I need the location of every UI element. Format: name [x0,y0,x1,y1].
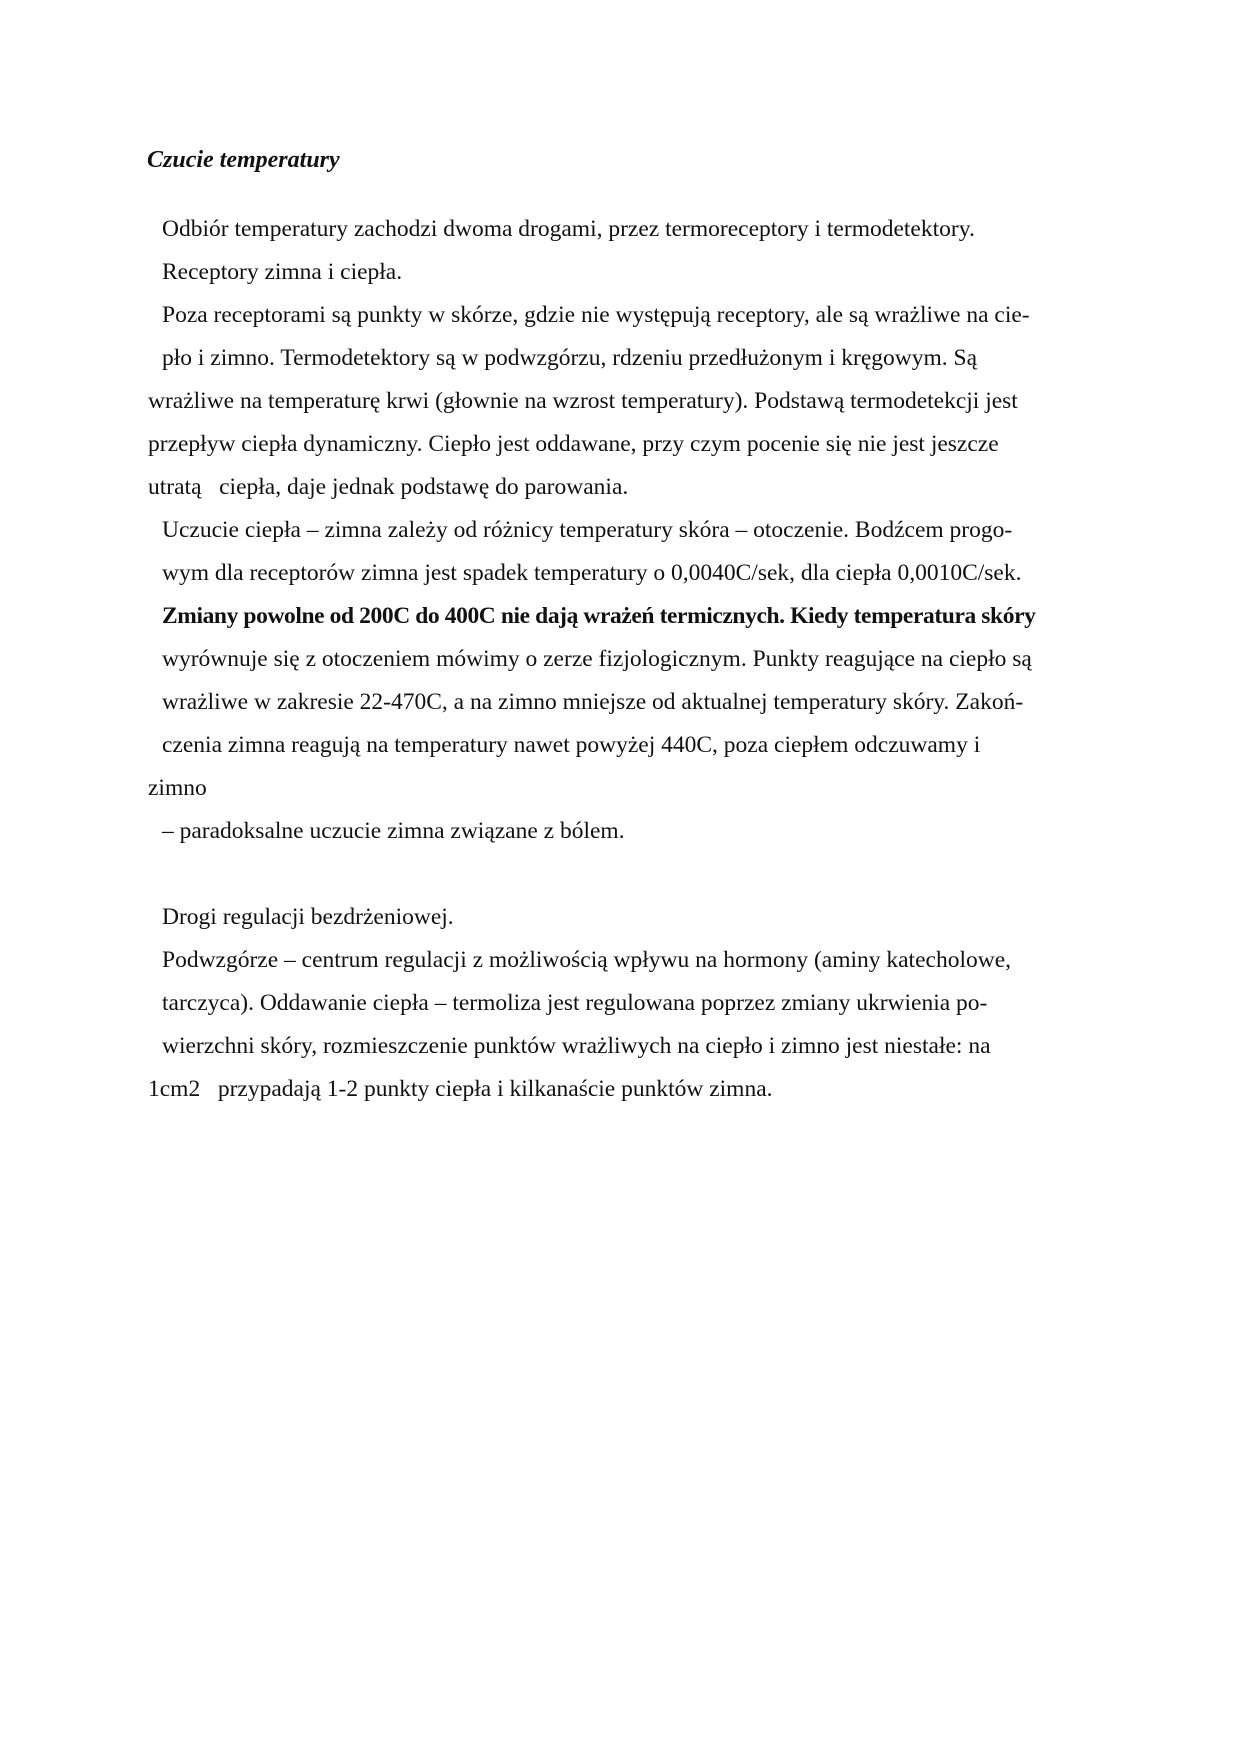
text-line: Receptory zimna i ciepła. [162,259,403,285]
text-line: Podwzgórze – centrum regulacji z możliwością wpływu na hormony (aminy katecholowe, [162,947,1012,973]
document-title: Czucie temperatury [147,147,340,173]
text-line: zimno [148,775,207,801]
text-line: wierzchni skóry, rozmieszczenie punktów wrażliwych na ciepło i zimno jest niestałe: na [162,1033,991,1059]
text-line: tarczyca). Oddawanie ciepła – termoliza jest regulowana poprzez zmiany ukrwienia po- [162,990,988,1016]
text-line: czenia zimna reagują na temperatury nawet powyżej 440C, poza ciepłem odczuwamy i [162,732,981,758]
text-line: Zmiany powolne od 200C do 400C nie dają wrażeń termicznych. Kiedy temperatura skóry [162,603,1036,629]
text-line: Odbiór temperatury zachodzi dwoma drogami, przez termoreceptory i termodetektory. [162,216,975,242]
text-line: przepływ ciepła dynamiczny. Ciepło jest oddawane, przy czym pocenie się nie jest jeszcze [148,431,999,457]
text-line: utratą ciepła, daje jednak podstawę do parowania. [148,474,629,500]
text-line: Poza receptorami są punkty w skórze, gdzie nie występują receptory, ale są wrażliwe na cie- [162,302,1030,328]
text-line: wym dla receptorów zimna jest spadek temperatury o 0,0040C/sek, dla ciepła 0,0010C/sek. [162,560,1022,586]
text-line: – paradoksalne uczucie zimna związane z bólem. [162,818,625,844]
text-line: wyrównuje się z otoczeniem mówimy o zerze fizjologicznym. Punkty reagujące na ciepło są [162,646,1032,672]
text-line: pło i zimno. Termodetektory są w podwzgórzu, rdzeniu przedłużonym i kręgowym. Są [162,345,977,371]
text-line: 1cm2 przypadają 1-2 punkty ciepła i kilkanaście punktów zimna. [148,1076,773,1102]
text-line: Uczucie ciepła – zimna zależy od różnicy temperatury skóra – otoczenie. Bodźcem progo- [162,517,1013,543]
text-line: Drogi regulacji bezdrżeniowej. [162,904,454,930]
text-line: wrażliwe na temperaturę krwi (głownie na wzrost temperatury). Podstawą termodetekcji jest [148,388,1018,414]
text-line: wrażliwe w zakresie 22-470C, a na zimno mniejsze od aktualnej temperatury skóry. Zakoń- [162,689,1024,715]
